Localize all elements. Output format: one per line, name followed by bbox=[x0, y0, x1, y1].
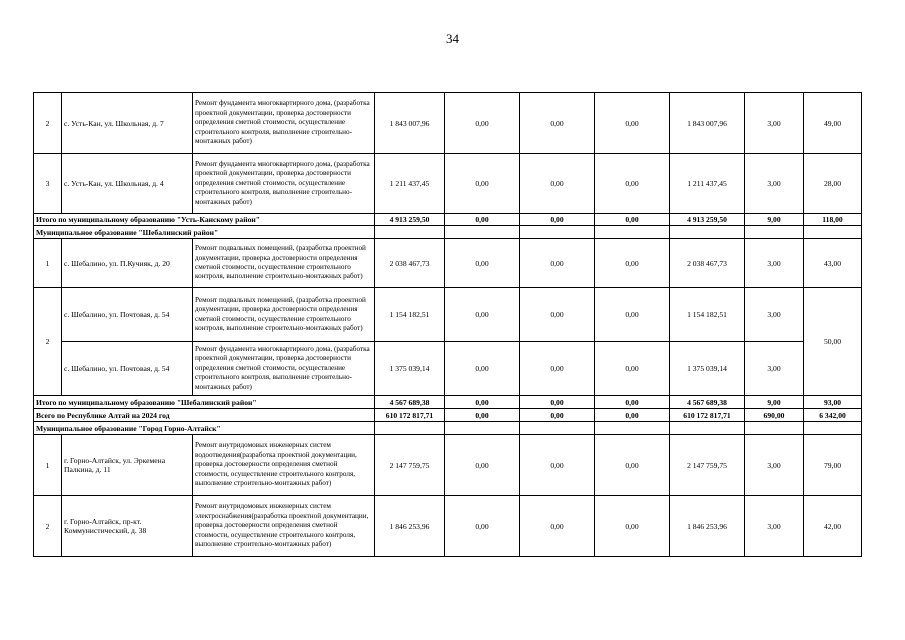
value-cell: 0,00 bbox=[595, 342, 670, 396]
work-description-cell: Ремонт подвальных помещений, (разработка проектной документации, проверка достоверности определения сметной стоимости, осуществление строительного контроля, выполнение строительно-монтажных работ) bbox=[193, 239, 375, 288]
cost-total-cell: 1 843 007,96 bbox=[375, 93, 445, 154]
cost-owners-cell: 4 567 689,38 bbox=[670, 396, 745, 409]
table-row bbox=[34, 288, 862, 342]
value-cell: 0,00 bbox=[595, 435, 670, 496]
cost-owners-cell: 2 038 467,73 bbox=[670, 239, 745, 288]
value-cell: 690,00 bbox=[745, 409, 804, 422]
work-description-cell: Ремонт внутридомовых инженерных систем электроснабжения(разработка проектной документации, проверка достоверности определения сметной стоимости, осуществление строительного контроля, выполнение строительно-монтажных работ) bbox=[193, 496, 375, 557]
municipality-row bbox=[34, 422, 862, 435]
cost-owners-cell: 1 211 437,45 bbox=[670, 154, 745, 214]
address-cell: с. Усть-Кан, ул. Школьная, д. 4 bbox=[62, 154, 193, 214]
value-cell: 0,00 bbox=[445, 93, 520, 154]
cost-owners-cell: 2 147 759,75 bbox=[670, 435, 745, 496]
municipality-label: Муниципальное образование "Шебалинский район" bbox=[34, 226, 375, 239]
row-number: 2 bbox=[34, 288, 62, 396]
value-cell: 0,00 bbox=[445, 288, 520, 342]
total-row bbox=[34, 396, 862, 409]
work-description-cell: Ремонт фундамента многоквартирного дома, (разработка проектной документации, проверка достоверности определения сметной стоимости, осуществление строительного контроля, выполнение строительно-монтажных работ) bbox=[193, 342, 375, 396]
value-cell: 0,00 bbox=[520, 342, 595, 396]
value-cell: 0,00 bbox=[520, 435, 595, 496]
value-cell: 118,00 bbox=[804, 214, 862, 226]
grand-total-row bbox=[34, 409, 862, 422]
cost-total-cell: 1 154 182,51 bbox=[375, 288, 445, 342]
value-cell: 3,00 bbox=[745, 154, 804, 214]
cost-owners-cell: 1 846 253,96 bbox=[670, 496, 745, 557]
value-cell: 50,00 bbox=[804, 288, 862, 396]
table-row bbox=[34, 154, 862, 214]
table-row bbox=[34, 239, 862, 288]
value-cell: 0,00 bbox=[595, 288, 670, 342]
work-description-cell: Ремонт фундамента многоквартирного дома, (разработка проектной документации, проверка достоверности определения сметной стоимости, осуществление строительного контроля, выполнение строительно-монтажных работ) bbox=[193, 93, 375, 154]
value-cell: 0,00 bbox=[595, 93, 670, 154]
value-cell: 0,00 bbox=[520, 288, 595, 342]
row-number: 1 bbox=[34, 239, 62, 288]
value-cell: 3,00 bbox=[745, 288, 804, 342]
value-cell: 0,00 bbox=[445, 342, 520, 396]
value-cell: 0,00 bbox=[445, 239, 520, 288]
value-cell: 0,00 bbox=[595, 409, 670, 422]
value-cell: 0,00 bbox=[445, 214, 520, 226]
work-description-cell: Ремонт подвальных помещений, (разработка проектной документации, проверка достоверности определения сметной стоимости, осуществление строительного контроля, выполнение строительно-монтажных работ) bbox=[193, 288, 375, 342]
value-cell: 3,00 bbox=[745, 342, 804, 396]
page-number: 34 bbox=[446, 31, 459, 46]
cost-total-cell: 1 375 039,14 bbox=[375, 342, 445, 396]
value-cell: 0,00 bbox=[595, 154, 670, 214]
value-cell: 42,00 bbox=[804, 496, 862, 557]
table-row bbox=[34, 496, 862, 557]
value-cell: 0,00 bbox=[445, 435, 520, 496]
cost-owners-cell: 1 843 007,96 bbox=[670, 93, 745, 154]
table-row bbox=[34, 435, 862, 496]
value-cell: 93,00 bbox=[804, 396, 862, 409]
works-table bbox=[33, 92, 862, 557]
cost-total-cell: 1 211 437,45 bbox=[375, 154, 445, 214]
value-cell: 9,00 bbox=[745, 396, 804, 409]
value-cell: 3,00 bbox=[745, 239, 804, 288]
value-cell: 0,00 bbox=[595, 214, 670, 226]
value-cell: 9,00 bbox=[745, 214, 804, 226]
address-cell: с. Шебалино, ул. Почтовая, д. 54 bbox=[62, 288, 193, 342]
address-cell: г. Горно-Алтайск, ул. Эркемена Палкина, д. 11 bbox=[62, 435, 193, 496]
cost-owners-cell: 1 154 182,51 bbox=[670, 288, 745, 342]
value-cell: 0,00 bbox=[520, 239, 595, 288]
value-cell: 3,00 bbox=[745, 435, 804, 496]
address-cell: г. Горно-Алтайск, пр-кт. Коммунистический, д. 38 bbox=[62, 496, 193, 557]
table-row bbox=[34, 342, 862, 396]
total-row bbox=[34, 214, 862, 226]
value-cell: 3,00 bbox=[745, 496, 804, 557]
value-cell: 0,00 bbox=[520, 93, 595, 154]
municipality-label: Муниципальное образование "Город Горно-Алтайск" bbox=[34, 422, 375, 435]
cost-total-cell: 4 567 689,38 bbox=[375, 396, 445, 409]
value-cell: 43,00 bbox=[804, 239, 862, 288]
cost-total-cell: 610 172 817,71 bbox=[375, 409, 445, 422]
address-cell: с. Шебалино, ул. Почтовая, д. 54 bbox=[62, 342, 193, 396]
municipality-row bbox=[34, 226, 862, 239]
value-cell: 0,00 bbox=[445, 409, 520, 422]
cost-owners-cell: 610 172 817,71 bbox=[670, 409, 745, 422]
total-label: Итого по муниципальному образованию "Шебалинский район" bbox=[34, 396, 375, 409]
value-cell: 0,00 bbox=[520, 214, 595, 226]
address-cell: с. Усть-Кан, ул. Школьная, д. 7 bbox=[62, 93, 193, 154]
value-cell: 79,00 bbox=[804, 435, 862, 496]
value-cell: 0,00 bbox=[445, 496, 520, 557]
value-cell: 28,00 bbox=[804, 154, 862, 214]
value-cell: 6 342,00 bbox=[804, 409, 862, 422]
table-row bbox=[34, 93, 862, 154]
total-label: Итого по муниципальному образованию "Усть-Канскому район" bbox=[34, 214, 375, 226]
address-cell: с. Шебалино, ул. П.Кучияк, д. 20 bbox=[62, 239, 193, 288]
value-cell: 0,00 bbox=[520, 496, 595, 557]
value-cell: 0,00 bbox=[595, 239, 670, 288]
value-cell: 0,00 bbox=[520, 409, 595, 422]
cost-total-cell: 1 846 253,96 bbox=[375, 496, 445, 557]
total-label: Всего по Республике Алтай на 2024 год bbox=[34, 409, 375, 422]
value-cell: 0,00 bbox=[520, 154, 595, 214]
cost-owners-cell: 4 913 259,50 bbox=[670, 214, 745, 226]
row-number: 2 bbox=[34, 93, 62, 154]
value-cell: 0,00 bbox=[520, 396, 595, 409]
value-cell: 0,00 bbox=[445, 154, 520, 214]
value-cell: 49,00 bbox=[804, 93, 862, 154]
row-number: 2 bbox=[34, 496, 62, 557]
work-description-cell: Ремонт внутридомовых инженерных систем водоотведения(разработка проектной документации, проверка достоверности определения сметной стоимости, осуществление строительного контроля, выполнение строительно-монтажных работ) bbox=[193, 435, 375, 496]
cost-total-cell: 2 038 467,73 bbox=[375, 239, 445, 288]
work-description-cell: Ремонт фундамента многоквартирного дома, (разработка проектной документации, проверка достоверности определения сметной стоимости, осуществление строительного контроля, выполнение строительно-монтажных работ) bbox=[193, 154, 375, 214]
cost-total-cell: 2 147 759,75 bbox=[375, 435, 445, 496]
row-number: 3 bbox=[34, 154, 62, 214]
cost-owners-cell: 1 375 039,14 bbox=[670, 342, 745, 396]
value-cell: 3,00 bbox=[745, 93, 804, 154]
value-cell: 0,00 bbox=[595, 496, 670, 557]
row-number: 1 bbox=[34, 435, 62, 496]
cost-total-cell: 4 913 259,50 bbox=[375, 214, 445, 226]
value-cell: 0,00 bbox=[445, 396, 520, 409]
value-cell: 0,00 bbox=[595, 396, 670, 409]
